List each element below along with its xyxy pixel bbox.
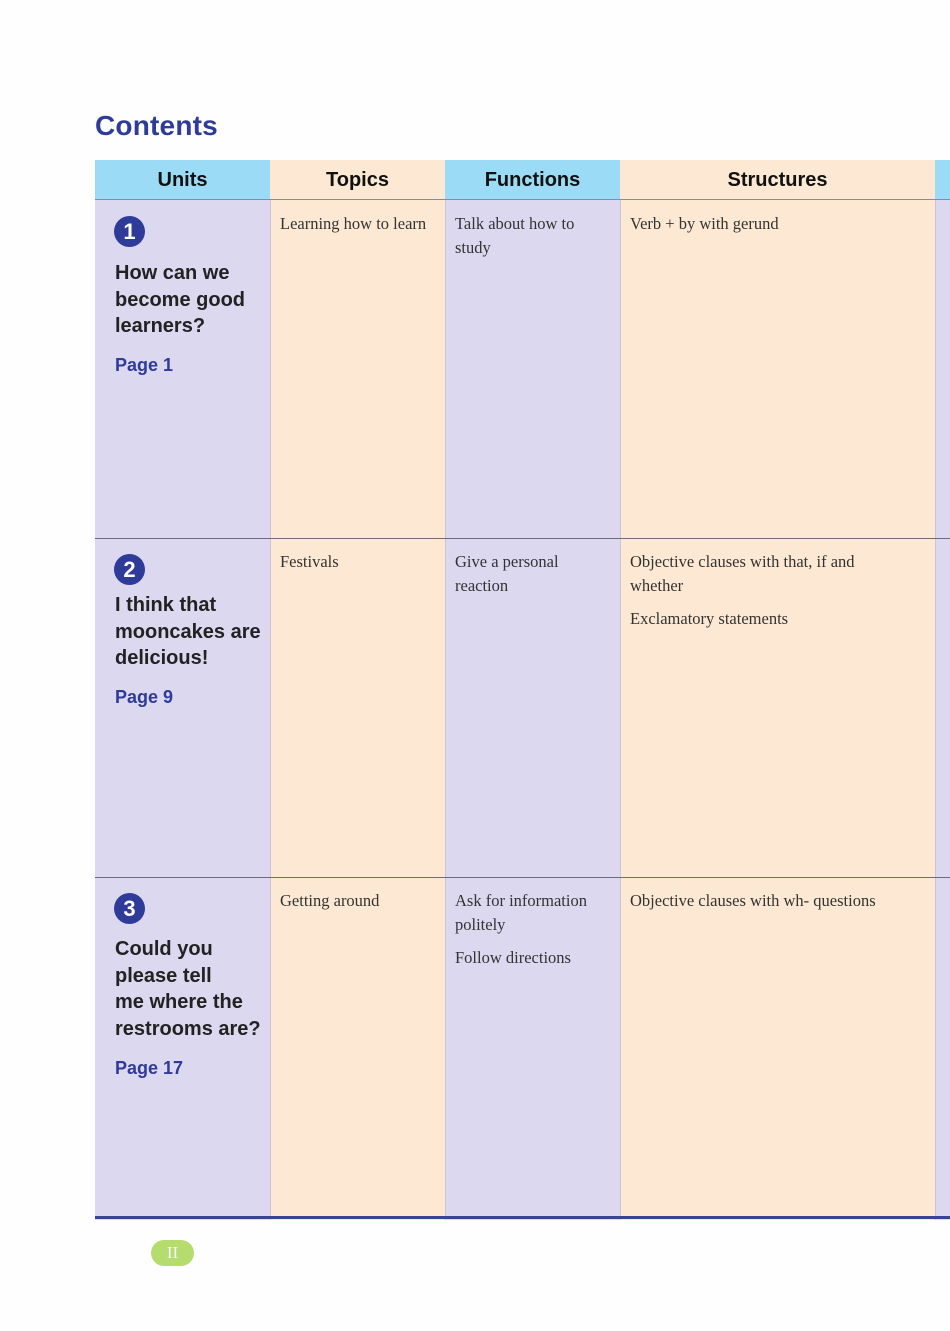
unit-page-link[interactable]: Page 9 (115, 687, 174, 707)
row-divider (95, 538, 950, 539)
unit-title-line: mooncakes are (115, 620, 261, 643)
unit-number-badge: 2 (114, 554, 145, 585)
topic-text: Festivals (280, 552, 339, 571)
topic-cell (280, 889, 440, 922)
topic-cell (280, 550, 440, 583)
column-divider (445, 160, 446, 1220)
function-text: Give a personal reaction (455, 552, 559, 595)
header-units: Units (95, 160, 270, 200)
topics-column (270, 160, 445, 1220)
function-cell (455, 889, 605, 979)
function-cell (455, 212, 605, 269)
header-functions: Functions (445, 160, 620, 200)
unit-title-line: How can we (115, 262, 230, 284)
topic-cell (280, 212, 440, 245)
unit-title-line: restrooms are? (115, 1017, 261, 1040)
unit-title-line: I think that (115, 594, 217, 616)
unit-title-line: please tell (115, 964, 212, 987)
unit-title[interactable] (115, 260, 265, 340)
function-text: Ask for information politely (455, 891, 587, 934)
structure-text: Objective clauses with wh- questions (630, 891, 876, 910)
unit-page-link[interactable]: Page 17 (115, 1058, 184, 1078)
page-title: Contents (95, 110, 218, 141)
unit-title-line: me where the (115, 991, 243, 1013)
unit-title-line: delicious! (115, 647, 209, 669)
structure-cell (630, 212, 925, 245)
unit-page-link[interactable]: Page 1 (115, 355, 174, 375)
function-text: Follow directions (455, 948, 571, 967)
unit-title-line: Could you (115, 938, 213, 960)
unit-number-badge: 1 (114, 216, 145, 247)
functions-column (445, 160, 620, 1220)
header-topics: Topics (270, 160, 445, 200)
header-next-column (935, 160, 950, 200)
column-divider (935, 160, 936, 1220)
structure-cell (630, 550, 890, 640)
unit-title[interactable] (115, 936, 265, 1042)
unit-title-line: learners? (115, 315, 206, 337)
column-divider (270, 160, 271, 1220)
unit-number-badge: 3 (114, 893, 145, 924)
structure-cell (630, 889, 925, 922)
next-column-edge (935, 160, 950, 1220)
structure-text: Exclamatory statements (630, 609, 789, 628)
structures-column (620, 160, 935, 1220)
header-structures: Structures (620, 160, 935, 200)
table-bottom-rule (95, 1216, 950, 1219)
structure-text: Verb + by with gerund (630, 214, 779, 233)
unit-title[interactable] (115, 592, 265, 672)
topic-text: Getting around (280, 891, 380, 910)
row-divider (95, 877, 950, 878)
function-text: Talk about how to study (455, 214, 575, 257)
function-cell (455, 550, 585, 607)
structure-text: Objective clauses with that, if and whether (630, 552, 855, 595)
column-divider (620, 160, 621, 1220)
contents-table (95, 160, 950, 1220)
unit-title-line: become good (115, 288, 246, 311)
page-number-badge: II (151, 1240, 194, 1266)
topic-text: Learning how to learn (280, 214, 427, 233)
